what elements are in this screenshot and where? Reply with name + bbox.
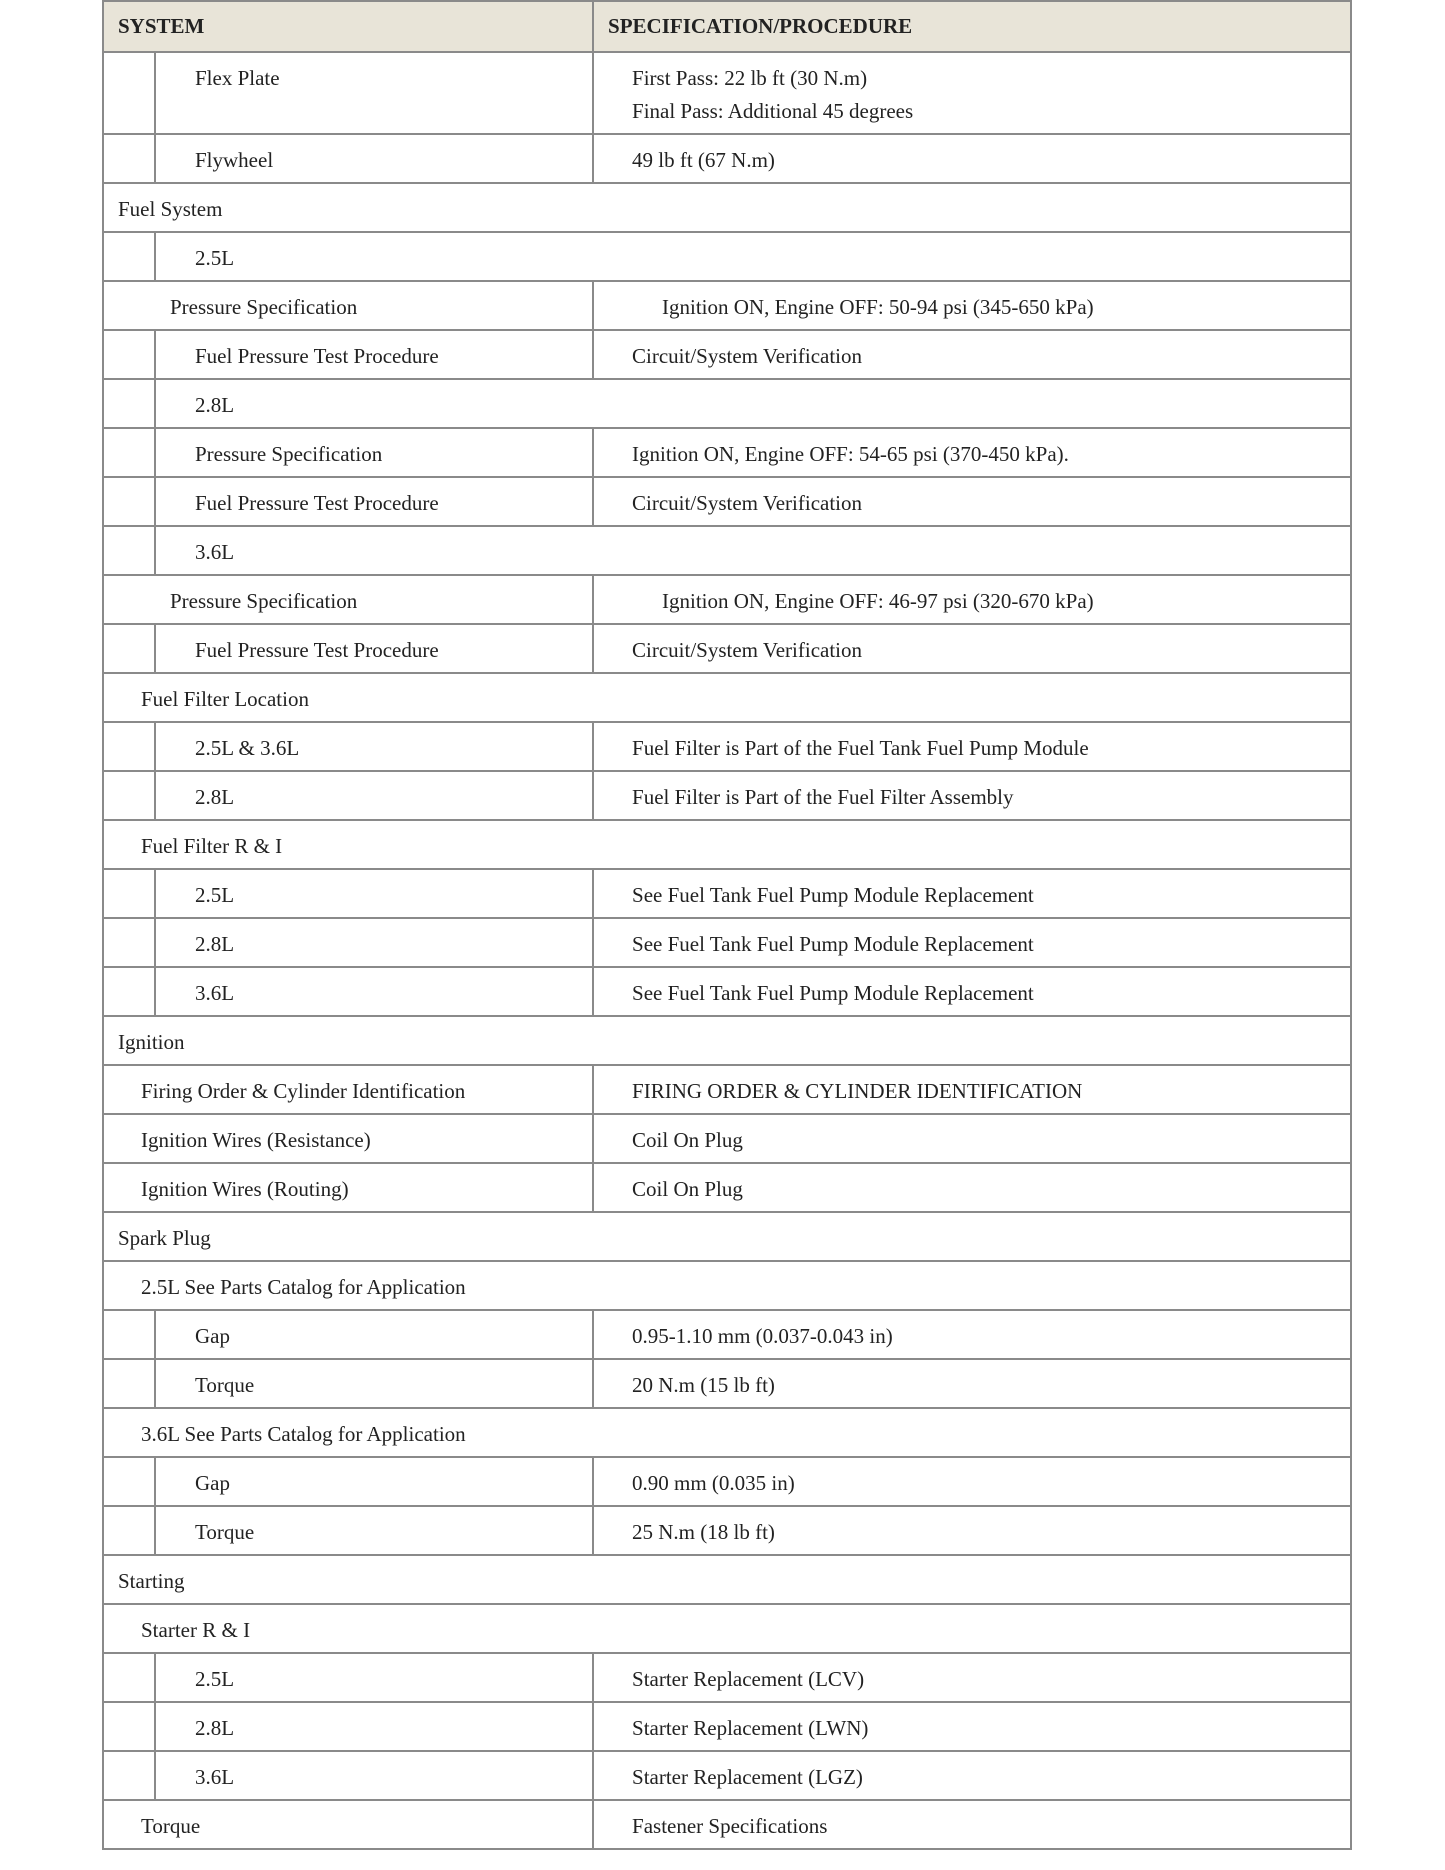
section-row bbox=[103, 673, 1351, 722]
indent-cell bbox=[103, 428, 155, 477]
table-row bbox=[103, 1751, 1351, 1800]
row-spec: Ignition ON, Engine OFF: 54-65 psi (370-450 kPa). bbox=[593, 428, 1351, 477]
row-label: Torque bbox=[155, 1359, 593, 1408]
section-row bbox=[103, 1604, 1351, 1653]
row-spec: Starter Replacement (LWN) bbox=[593, 1702, 1351, 1751]
row-label: Ignition Wires (Resistance) bbox=[103, 1114, 593, 1163]
indent-cell bbox=[103, 1457, 155, 1506]
row-spec: 49 lb ft (67 N.m) bbox=[593, 134, 1351, 183]
subsection-label: 3.6L bbox=[155, 526, 1351, 575]
row-spec: See Fuel Tank Fuel Pump Module Replacement bbox=[593, 967, 1351, 1016]
section-label: Fuel Filter Location bbox=[103, 673, 1351, 722]
row-spec: 0.90 mm (0.035 in) bbox=[593, 1457, 1351, 1506]
indent-cell bbox=[103, 722, 155, 771]
row-label: Flywheel bbox=[155, 134, 593, 183]
table-row bbox=[103, 1506, 1351, 1555]
row-label: Flex Plate bbox=[155, 52, 593, 134]
indent-cell bbox=[103, 1653, 155, 1702]
indent-cell bbox=[103, 1702, 155, 1751]
indent-cell bbox=[103, 330, 155, 379]
row-spec: See Fuel Tank Fuel Pump Module Replacement bbox=[593, 918, 1351, 967]
table-row bbox=[103, 869, 1351, 918]
table-row bbox=[103, 428, 1351, 477]
row-label: Torque bbox=[103, 1800, 593, 1849]
row-label: Pressure Specification bbox=[155, 428, 593, 477]
section-label: Starter R & I bbox=[103, 1604, 1351, 1653]
section-label: Starting bbox=[103, 1555, 1351, 1604]
section-row bbox=[103, 1408, 1351, 1457]
subsection-row bbox=[103, 232, 1351, 281]
table-row bbox=[103, 281, 1351, 330]
row-spec bbox=[593, 52, 1351, 134]
row-spec: 25 N.m (18 lb ft) bbox=[593, 1506, 1351, 1555]
row-spec: Ignition ON, Engine OFF: 50-94 psi (345-650 kPa) bbox=[593, 281, 1351, 330]
table-row bbox=[103, 1114, 1351, 1163]
table-row bbox=[103, 1163, 1351, 1212]
indent-cell bbox=[103, 771, 155, 820]
section-row bbox=[103, 1212, 1351, 1261]
indent-cell bbox=[103, 918, 155, 967]
row-label: 3.6L bbox=[155, 1751, 593, 1800]
row-label: 2.8L bbox=[155, 771, 593, 820]
row-label: Torque bbox=[155, 1506, 593, 1555]
table-row bbox=[103, 330, 1351, 379]
table-row bbox=[103, 771, 1351, 820]
table-row bbox=[103, 918, 1351, 967]
row-spec: See Fuel Tank Fuel Pump Module Replacement bbox=[593, 869, 1351, 918]
row-spec: Fastener Specifications bbox=[593, 1800, 1351, 1849]
row-label: Firing Order & Cylinder Identification bbox=[103, 1065, 593, 1114]
indent-cell bbox=[103, 1359, 155, 1408]
section-row bbox=[103, 820, 1351, 869]
section-label: Spark Plug bbox=[103, 1212, 1351, 1261]
row-spec: Circuit/System Verification bbox=[593, 477, 1351, 526]
table-row bbox=[103, 1702, 1351, 1751]
indent-cell bbox=[103, 1310, 155, 1359]
row-spec: Circuit/System Verification bbox=[593, 624, 1351, 673]
row-label: 2.5L & 3.6L bbox=[155, 722, 593, 771]
row-label: Fuel Pressure Test Procedure bbox=[155, 624, 593, 673]
section-row bbox=[103, 1555, 1351, 1604]
indent-cell bbox=[103, 232, 155, 281]
row-spec: Starter Replacement (LCV) bbox=[593, 1653, 1351, 1702]
section-label: Fuel Filter R & I bbox=[103, 820, 1351, 869]
table-row bbox=[103, 1457, 1351, 1506]
indent-cell bbox=[103, 134, 155, 183]
spec-line: First Pass: 22 lb ft (30 N.m) bbox=[632, 66, 868, 90]
row-label: Gap bbox=[155, 1457, 593, 1506]
row-spec: 0.95-1.10 mm (0.037-0.043 in) bbox=[593, 1310, 1351, 1359]
row-label: Gap bbox=[155, 1310, 593, 1359]
subsection-row bbox=[103, 379, 1351, 428]
row-spec: Starter Replacement (LGZ) bbox=[593, 1751, 1351, 1800]
table-row bbox=[103, 575, 1351, 624]
row-label: Fuel Pressure Test Procedure bbox=[155, 477, 593, 526]
table-row bbox=[103, 1800, 1351, 1849]
row-label: 2.5L bbox=[155, 869, 593, 918]
table-row bbox=[103, 624, 1351, 673]
row-label: Fuel Pressure Test Procedure bbox=[155, 330, 593, 379]
indent-cell bbox=[103, 52, 155, 134]
indent-cell bbox=[103, 967, 155, 1016]
header-system: SYSTEM bbox=[103, 1, 593, 52]
indent-cell bbox=[103, 526, 155, 575]
section-label: 2.5L See Parts Catalog for Application bbox=[103, 1261, 1351, 1310]
section-label: Fuel System bbox=[103, 183, 1351, 232]
indent-cell bbox=[103, 869, 155, 918]
subsection-row bbox=[103, 526, 1351, 575]
table-row bbox=[103, 722, 1351, 771]
subsection-label: 2.8L bbox=[155, 379, 1351, 428]
subsection-label: 2.5L bbox=[155, 232, 1351, 281]
table-header-row bbox=[103, 1, 1351, 52]
row-label: 2.8L bbox=[155, 918, 593, 967]
row-spec: Coil On Plug bbox=[593, 1163, 1351, 1212]
row-spec: Ignition ON, Engine OFF: 46-97 psi (320-670 kPa) bbox=[593, 575, 1351, 624]
table-row bbox=[103, 134, 1351, 183]
table-row bbox=[103, 1065, 1351, 1114]
table-row bbox=[103, 1653, 1351, 1702]
row-label: 3.6L bbox=[155, 967, 593, 1016]
section-row bbox=[103, 1016, 1351, 1065]
table-row bbox=[103, 477, 1351, 526]
spec-table bbox=[102, 0, 1352, 1850]
row-spec: Circuit/System Verification bbox=[593, 330, 1351, 379]
indent-cell bbox=[103, 379, 155, 428]
row-spec: FIRING ORDER & CYLINDER IDENTIFICATION bbox=[593, 1065, 1351, 1114]
row-label: Pressure Specification bbox=[103, 281, 593, 330]
section-row bbox=[103, 1261, 1351, 1310]
table-row bbox=[103, 967, 1351, 1016]
indent-cell bbox=[103, 1506, 155, 1555]
row-label: Ignition Wires (Routing) bbox=[103, 1163, 593, 1212]
spec-line: Final Pass: Additional 45 degrees bbox=[632, 99, 914, 123]
row-spec: 20 N.m (15 lb ft) bbox=[593, 1359, 1351, 1408]
table-row bbox=[103, 1310, 1351, 1359]
header-spec: SPECIFICATION/PROCEDURE bbox=[593, 1, 1351, 52]
row-label: 2.5L bbox=[155, 1653, 593, 1702]
section-label: 3.6L See Parts Catalog for Application bbox=[103, 1408, 1351, 1457]
section-label: Ignition bbox=[103, 1016, 1351, 1065]
indent-cell bbox=[103, 477, 155, 526]
table-row bbox=[103, 1359, 1351, 1408]
indent-cell bbox=[103, 624, 155, 673]
row-spec: Fuel Filter is Part of the Fuel Tank Fuel Pump Module bbox=[593, 722, 1351, 771]
indent-cell bbox=[103, 1751, 155, 1800]
row-spec: Fuel Filter is Part of the Fuel Filter Assembly bbox=[593, 771, 1351, 820]
row-spec: Coil On Plug bbox=[593, 1114, 1351, 1163]
row-label: Pressure Specification bbox=[103, 575, 593, 624]
row-label: 2.8L bbox=[155, 1702, 593, 1751]
section-row bbox=[103, 183, 1351, 232]
table-row bbox=[103, 52, 1351, 134]
